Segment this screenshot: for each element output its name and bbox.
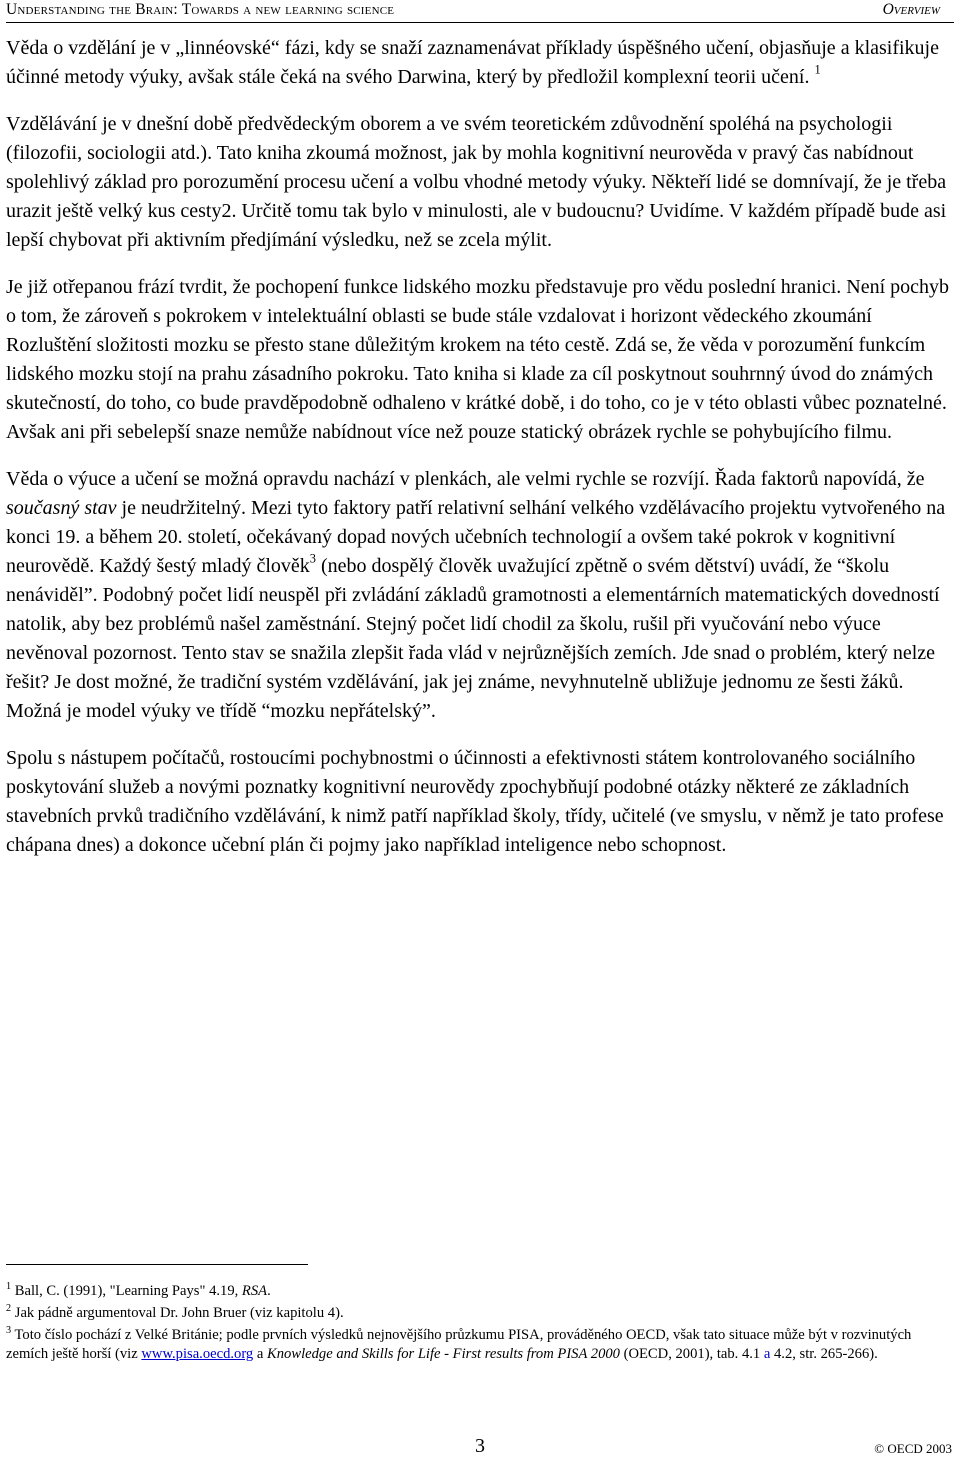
footnote-2 bbox=[6, 1304, 946, 1323]
footnote-ref-1[interactable]: 1 bbox=[814, 62, 821, 77]
paragraph-1-text: Věda o vzdělání je v „linnéovské“ fázi, kdy se snaží zaznamenávat příklady úspěšného učení, objasňuje a klasifikuje účinné metody výuky, avšak stále čeká na svého Darwina, který by předložil komplexní teorii učení. bbox=[6, 37, 939, 88]
footnote-3-number: 3 bbox=[6, 1324, 12, 1336]
running-header bbox=[6, 0, 954, 23]
footnote-3-part-d: 4.2, str. 265-266). bbox=[770, 1346, 878, 1362]
paragraph-1 bbox=[6, 34, 954, 92]
footnote-1 bbox=[6, 1282, 946, 1301]
page-footer bbox=[0, 1435, 960, 1459]
footnote-2-text: Jak pádně argumentoval Dr. John Bruer (viz kapitolu 4). bbox=[14, 1305, 344, 1321]
running-header-section: Overview bbox=[882, 1, 940, 18]
footnote-3-part-b: a bbox=[253, 1346, 268, 1362]
footnote-separator bbox=[6, 1264, 308, 1265]
running-header-title: Understanding the Brain: Towards a new learning science bbox=[6, 1, 395, 18]
paragraph-4-part-c: (nebo dospělý člověk uvažující zpětně o svém dětství) uvádí, že “školu nenáviděl”. Podobný počet lidí neuspěl při zvládání základů gramotnosti a elementárních matematických dovedností natolik, aby bez problémů našel zaměstnání. Stejný počet lidí chodil za školu, rušil při vyučování nebo výuce nevěnoval pozornost. Tento stav se snažila zlepšit řada vlád v nejrůznějších zemích. Jde snad o problém, který nelze řešit? Je dost možné, že tradiční systém vzdělávání, jak jej známe, nevyhnutelně ubližuje jednomu ze šesti žáků. Možná je model výuky ve třídě “mozku nepřátelský”. bbox=[6, 555, 940, 722]
copyright-notice: © OECD 2003 bbox=[874, 1441, 952, 1456]
footnote-3-part-c: (OECD, 2001), tab. 4.1 bbox=[619, 1346, 764, 1362]
paragraph-4-italic: současný stav bbox=[6, 497, 117, 519]
footnote-3 bbox=[6, 1326, 946, 1364]
footnote-ref-3[interactable]: 3 bbox=[309, 551, 316, 566]
footnote-1-end: . bbox=[267, 1283, 271, 1299]
paragraph-3: Je již otřepanou frází tvrdit, že pochopení funkce lidského mozku představuje pro vědu poslední hranici. Není pochyb o tom, že zároveň s pokrokem v intelektuální oblasti se bude stále vzdalovat i horizont vědeckého zkoumání Rozluštění složitosti mozku se přesto stane důležitým krokem na této cestě. Zdá se, že věda v porozumění funkcím lidského mozku stojí na prahu zásadního pokroku. Tato kniha si klade za cíl poskytnout souhrnný úvod do známých skutečností, do toho, co bude pravděpodobně odhaleno v krátké době, i do toho, co je v této oblasti vůbec poznatelné. Avšak ani při sebelepší snaze nemůže nabídnout více než pouze statický obrázek rychle se pohybujícího filmu. bbox=[6, 276, 950, 443]
paragraph-4 bbox=[6, 465, 954, 726]
page-number: 3 bbox=[475, 1435, 485, 1457]
footnote-3-part-a: Toto číslo pochází z Velké Británie; podle prvních výsledků nejnovějšího průzkumu PISA, prováděného OECD, však tato situace může být v rozvinutých zemích ještě horší (viz bbox=[6, 1327, 912, 1362]
body-text bbox=[6, 34, 954, 878]
footnote-1-italic: RSA bbox=[241, 1283, 268, 1299]
paragraph-4-part-a: Věda o výuce a učení se možná opravdu nachází v plenkách, ale velmi rychle se rozvíjí. Řada faktorů napovídá, že bbox=[6, 468, 925, 490]
footnote-3-italic: Knowledge and Skills for Life - First results from PISA 2000 bbox=[267, 1346, 620, 1362]
paragraph-4-part-b: je neudržitelný. Mezi tyto faktory patří relativní selhání velkého vzdělávacího projektu vytvořeného na konci 19. a během 20. století, očekávaný dopad nových učebních technologií a ovšem také pokrok v kognitivní neurovědě. Každý šestý mladý člověk bbox=[6, 497, 946, 577]
pisa-link[interactable]: www.pisa.oecd.org bbox=[141, 1346, 254, 1362]
footnote-1-number: 1 bbox=[6, 1280, 12, 1292]
footnote-2-number: 2 bbox=[6, 1302, 12, 1314]
footnote-1-text: Ball, C. (1991), "Learning Pays" 4.19, bbox=[14, 1283, 242, 1299]
footnotes bbox=[6, 1282, 946, 1367]
paragraph-2: Vzdělávání je v dnešní době předvědeckým oborem a ve svém teoretickém zdůvodnění spoléhá na psychologii (filozofii, sociologii atd.). Tato kniha zkoumá možnost, jak by mohla kognitivní neurověda v pravý čas nabídnout spolehlivý základ pro porozumění procesu učení a volbu vhodné metody výuky. Někteří lidé se domnívají, že je třeba urazit ještě velký kus cesty2. Určitě tomu tak bylo v minulosti, ale v budoucnu? Uvidíme. V každém případě bude asi lepší chybovat při aktivním předjímání výsledku, než se zcela mýlit. bbox=[6, 113, 947, 251]
footnote-3-accent: a bbox=[763, 1346, 771, 1362]
paragraph-5: Spolu s nástupem počítačů, rostoucími pochybnostmi o účinnosti a efektivnosti státem kontrolovaného sociálního poskytování služeb a novými poznatky kognitivní neurovědy zpochybňují podobné otázky některé ze základních stavebních prvků tradičního vzdělávání, k nimž patří například školy, třídy, učitelé (ve smyslu, v němž je tato profese chápana dnes) a dokonce učební plán či pojmy jako například inteligence nebo schopnost. bbox=[6, 747, 944, 856]
